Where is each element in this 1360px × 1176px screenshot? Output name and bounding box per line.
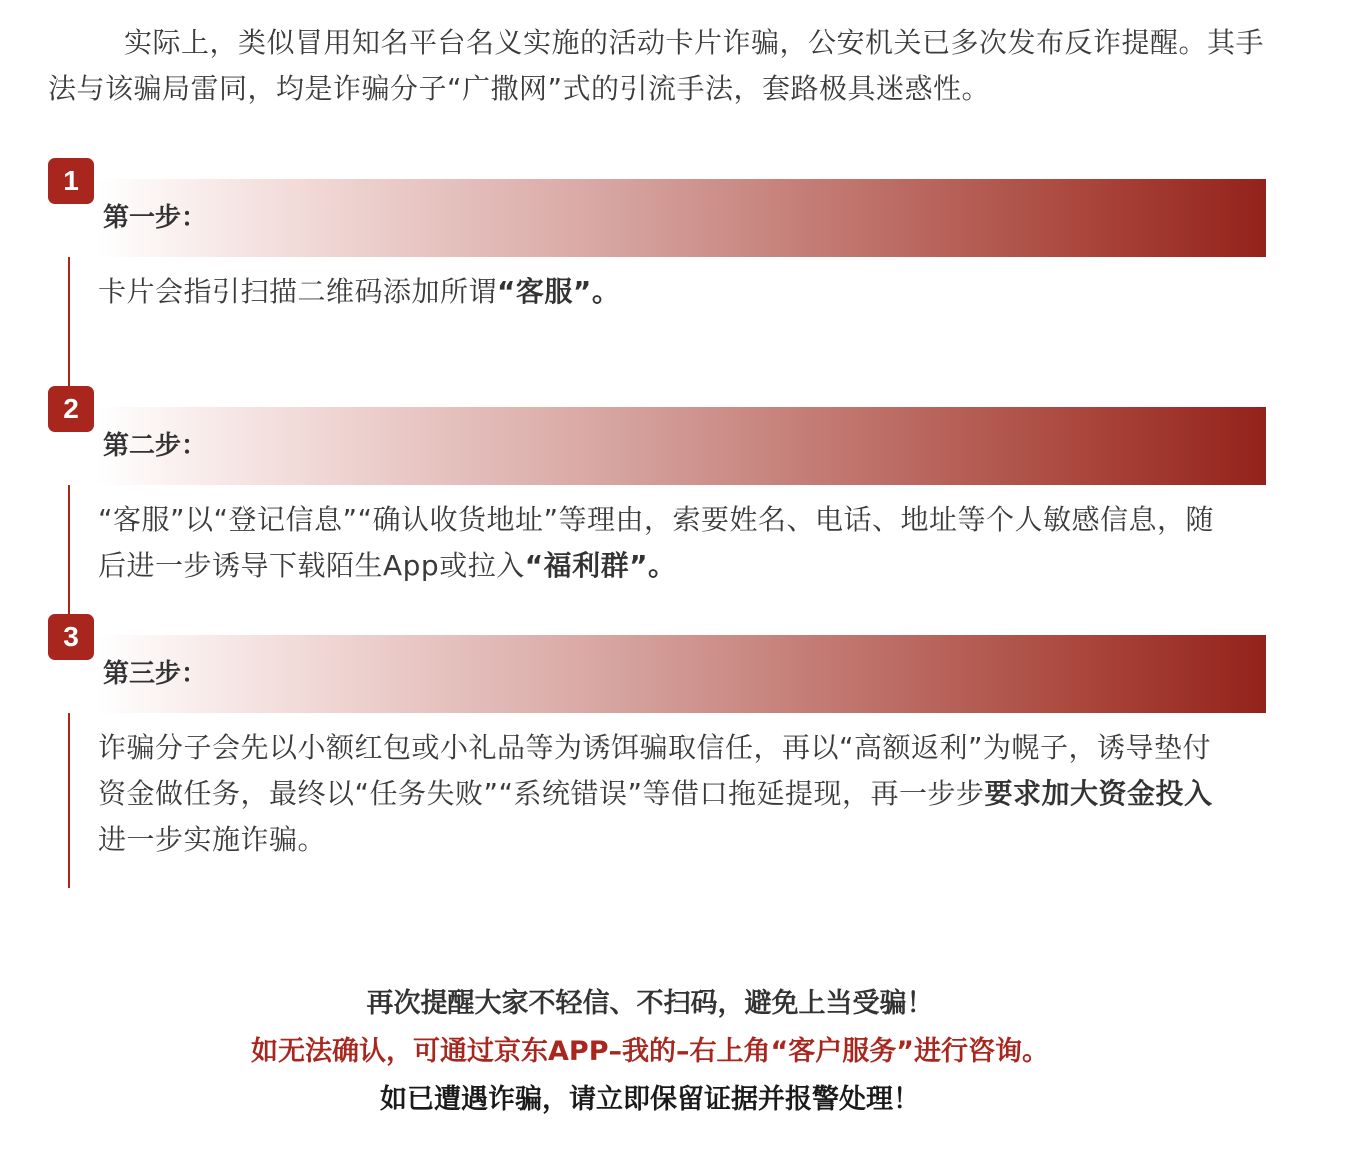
intro-paragraph: 实际上，类似冒用知名平台名义实施的活动卡片诈骗，公安机关已多次发布反诈提醒。其手法与该骗局雷同，均是诈骗分子“广撒网”式的引流手法，套路极具迷惑性。 (48, 26, 1265, 105)
step-vertical-line (68, 713, 70, 888)
step-header-bar (96, 179, 1266, 257)
step-number-badge: 2 (48, 386, 94, 432)
closing-contact-note: 如无法确认，可通过京东APP–我的–右上角“客户服务”进行咨询。 (251, 1036, 1049, 1067)
step-title: 第一步： (103, 203, 208, 233)
closing-report-note: 如已遭遇诈骗，请立即保留证据并报警处理！ (380, 1084, 920, 1115)
step-body (98, 725, 1238, 863)
step-2 (48, 386, 1266, 616)
step-body-text-tail: 进一步实施诈骗。 (98, 823, 327, 856)
step-body-text: 卡片会指引扫描二维码添加所谓 (98, 275, 498, 308)
step-body (98, 269, 1238, 315)
step-vertical-line (68, 257, 70, 388)
step-body-text: 诈骗分子会先以小额红包或小礼品等为诱饵骗取信任，再以“高额返利”为幌子，诱导垫付资金做任务，最终以“任务失败”“系统错误”等借口拖延提现，再一步步 (98, 731, 1212, 810)
step-body-emphasis: “客服”。 (497, 275, 621, 308)
step-body-emphasis: “福利群”。 (524, 549, 677, 582)
step-3 (48, 614, 1266, 894)
step-body-emphasis: 要求加大资金投入 (984, 777, 1213, 810)
step-body (98, 497, 1238, 589)
step-title: 第三步： (103, 659, 208, 689)
step-header-bar (96, 635, 1266, 713)
step-header-bar (96, 407, 1266, 485)
step-1 (48, 158, 1266, 388)
step-vertical-line (68, 485, 70, 615)
step-title: 第二步： (103, 431, 208, 461)
step-number-badge: 1 (48, 158, 94, 204)
step-body-text: “客服”以“登记信息”“确认收货地址”等理由，索要姓名、电话、地址等个人敏感信息，随后进一步诱导下载陌生App或拉入 (98, 503, 1215, 582)
closing-reminder: 再次提醒大家不轻信、不扫码，避免上当受骗！ (366, 988, 934, 1019)
step-number-badge: 3 (48, 614, 94, 660)
